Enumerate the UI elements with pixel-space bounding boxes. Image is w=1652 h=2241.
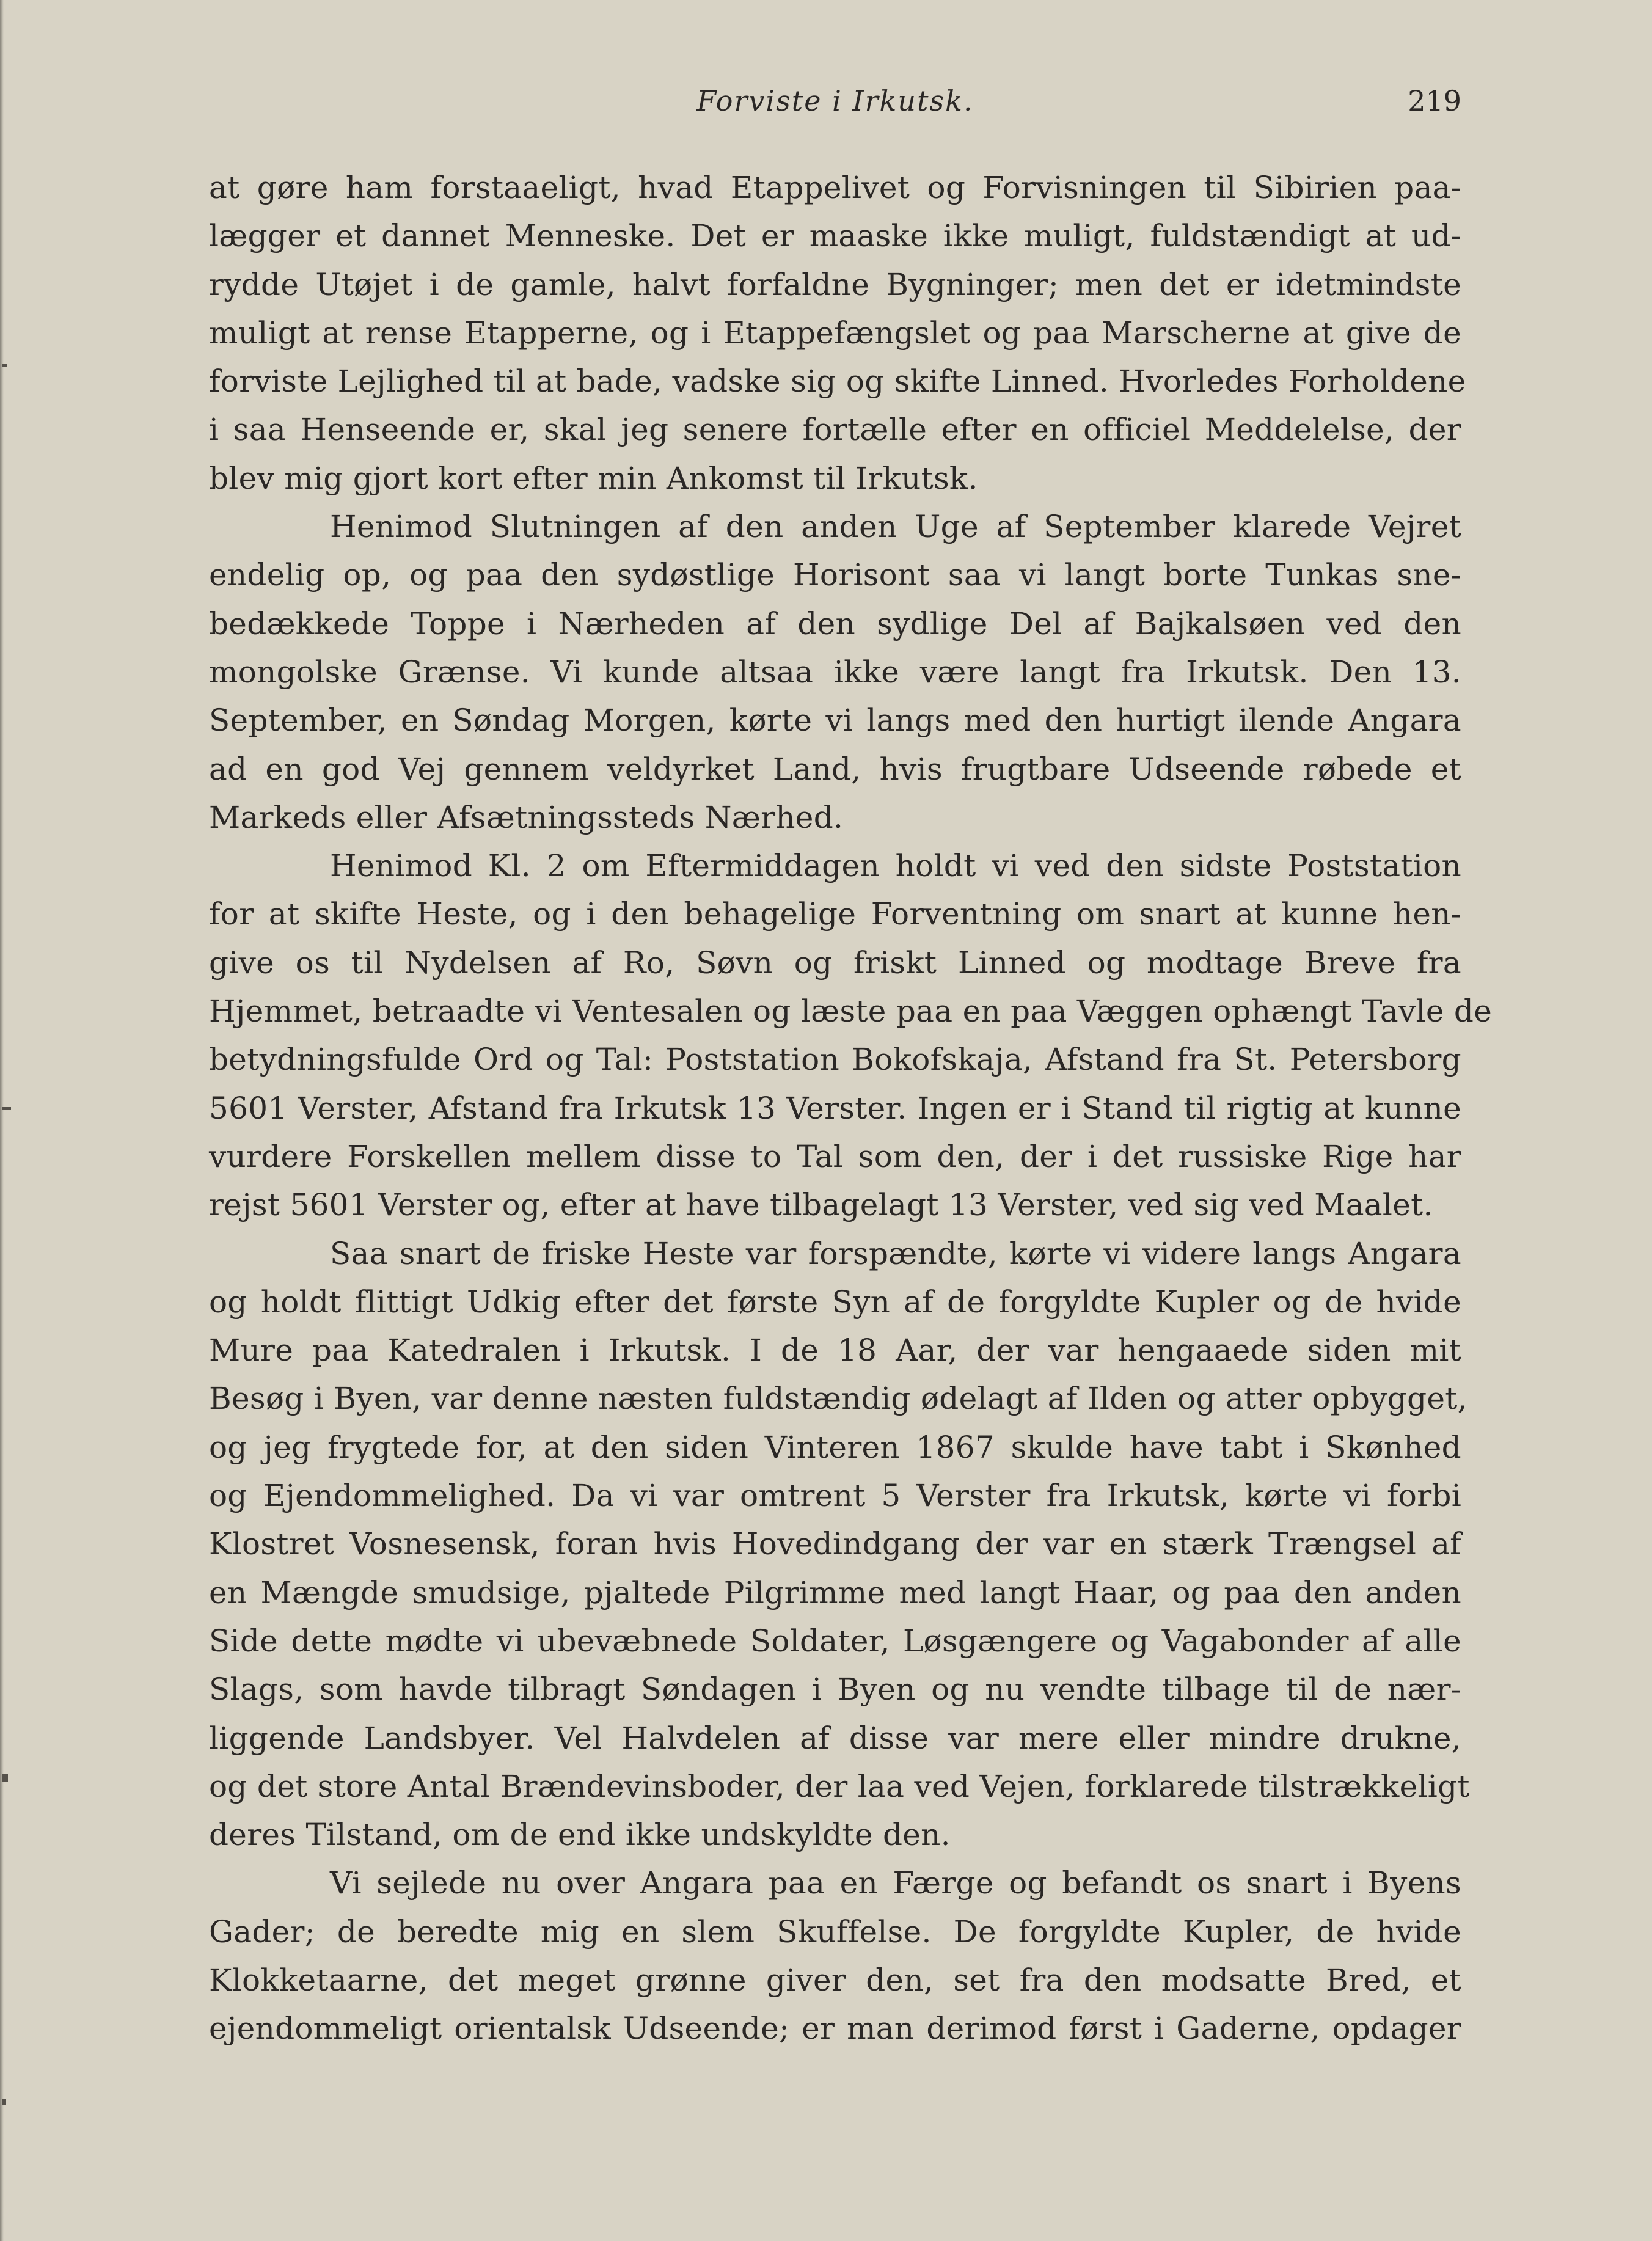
- text-line: rejst 5601 Verster og, efter at have tilbagelagt 13 Verster, ved sig ved Maalet.: [209, 1187, 1433, 1223]
- text-line: Mure paa Katedralen i Irkutsk. I de 18 Aar, der var hengaaede siden mit: [209, 1333, 1461, 1369]
- text-line: Hjemmet, betraadte vi Ventesalen og læste paa en paa Væggen ophængt Tavle de: [209, 993, 1493, 1029]
- text-line: betydningsfulde Ord og Tal: Poststation Bokofskaja, Afstand fra St. Petersborg: [209, 1042, 1461, 1078]
- text-line: Markeds eller Afsætningssteds Nærhed.: [209, 799, 844, 835]
- text-line: Besøg i Byen, var denne næsten fuldstændig ødelagt af Ilden og atter opbygget,: [209, 1381, 1467, 1417]
- margin-mark: [2, 2099, 6, 2105]
- text-line: bedækkede Toppe i Nærheden af den sydlige Del af Bajkalsøen ved den: [209, 605, 1461, 642]
- margin-mark: [2, 1107, 11, 1110]
- text-line: Saa snart de friske Heste var forspændte, kørte vi videre langs Angara: [330, 1235, 1461, 1271]
- text-line: lægger et dannet Menneske. Det er maaske ikke muligt, fuldstændigt at ud-: [209, 218, 1461, 254]
- text-line: for at skifte Heste, og i den behagelige Forventning om snart at kunne hen-: [209, 896, 1461, 932]
- text-line: muligt at rense Etapperne, og i Etappefængslet og paa Marscherne at give de: [209, 315, 1461, 351]
- text-line: Henimod Slutningen af den anden Uge af September klarede Vejret: [330, 509, 1461, 545]
- text-line: Slags, som havde tilbragt Søndagen i Byen og nu vendte tilbage til de nær-: [209, 1672, 1461, 1708]
- text-line: Vi sejlede nu over Angara paa en Færge og befandt os snart i Byens: [330, 1865, 1461, 1901]
- margin-mark: [2, 1774, 8, 1782]
- text-line: rydde Utøjet i de gamle, halvt forfaldne Bygninger; men det er idetmindste: [209, 266, 1461, 302]
- text-line: liggende Landsbyer. Vel Halvdelen af disse var mere eller mindre drukne,: [209, 1720, 1461, 1756]
- text-line: blev mig gjort kort efter min Ankomst til Irkutsk.: [209, 460, 978, 496]
- running-title: Forviste i Irkutsk.: [696, 84, 974, 117]
- text-line: og Ejendommelighed. Da vi var omtrent 5 Verster fra Irkutsk, kørte vi forbi: [209, 1478, 1461, 1514]
- page-edge: [0, 0, 4, 2241]
- text-line: Klostret Vosnesensk, foran hvis Hovedindgang der var en stærk Trængsel af: [209, 1526, 1461, 1562]
- text-line: og jeg frygtede for, at den siden Vinteren 1867 skulde have tabt i Skønhed: [209, 1429, 1461, 1465]
- text-line: Side dette mødte vi ubevæbnede Soldater, Løsgængere og Vagabonder af alle: [209, 1623, 1461, 1659]
- text-line: vurdere Forskellen mellem disse to Tal som den, der i det russiske Rige har: [209, 1138, 1461, 1174]
- text-line: 5601 Verster, Afstand fra Irkutsk 13 Verster. Ingen er i Stand til rigtig at kunne: [209, 1090, 1461, 1126]
- body-text: [209, 164, 1493, 2053]
- text-line: mongolske Grænse. Vi kunde altsaa ikke være langt fra Irkutsk. Den 13.: [209, 654, 1461, 690]
- text-line: endelig op, og paa den sydøstlige Horisont saa vi langt borte Tunkas sne-: [209, 557, 1461, 593]
- text-line: og det store Antal Brændevinsboder, der laa ved Vejen, forklarede tilstrækkeligt: [209, 1768, 1470, 1804]
- text-line: en Mængde smudsige, pjaltede Pilgrimme med langt Haar, og paa den anden: [209, 1574, 1461, 1610]
- text-line: give os til Nydelsen af Ro, Søvn og friskt Linned og modtage Breve fra: [209, 945, 1461, 981]
- text-line: i saa Henseende er, skal jeg senere fortælle efter en officiel Meddelelse, der: [209, 412, 1461, 448]
- margin-mark: [2, 364, 7, 367]
- text-line: ad en god Vej gennem veldyrket Land, hvis frugtbare Udseende røbede et: [209, 751, 1461, 787]
- text-line: og holdt flittigt Udkig efter det første Syn af de forgyldte Kupler og de hvide: [209, 1284, 1461, 1320]
- page-header: [209, 84, 1461, 127]
- text-line: Klokketaarne, det meget grønne giver den, set fra den modsatte Bred, et: [209, 1962, 1461, 1998]
- text-line: September, en Søndag Morgen, kørte vi langs med den hurtigt ilende Angara: [209, 703, 1461, 739]
- text-line: Henimod Kl. 2 om Eftermiddagen holdt vi ved den sidste Poststation: [330, 848, 1461, 884]
- page-number: 219: [1408, 84, 1461, 117]
- text-line: Gader; de beredte mig en slem Skuffelse. De forgyldte Kupler, de hvide: [209, 1914, 1461, 1950]
- text-line: at gøre ham forstaaeligt, hvad Etappelivet og Forvisningen til Sibirien paa-: [209, 170, 1461, 205]
- text-line: ejendommeligt orientalsk Udseende; er man derimod først i Gaderne, opdager: [209, 2011, 1461, 2047]
- text-line: forviste Lejlighed til at bade, vadske sig og skifte Linned. Hvorledes Forholdene: [209, 364, 1466, 400]
- text-line: deres Tilstand, om de end ikke undskyldte den.: [209, 1817, 951, 1853]
